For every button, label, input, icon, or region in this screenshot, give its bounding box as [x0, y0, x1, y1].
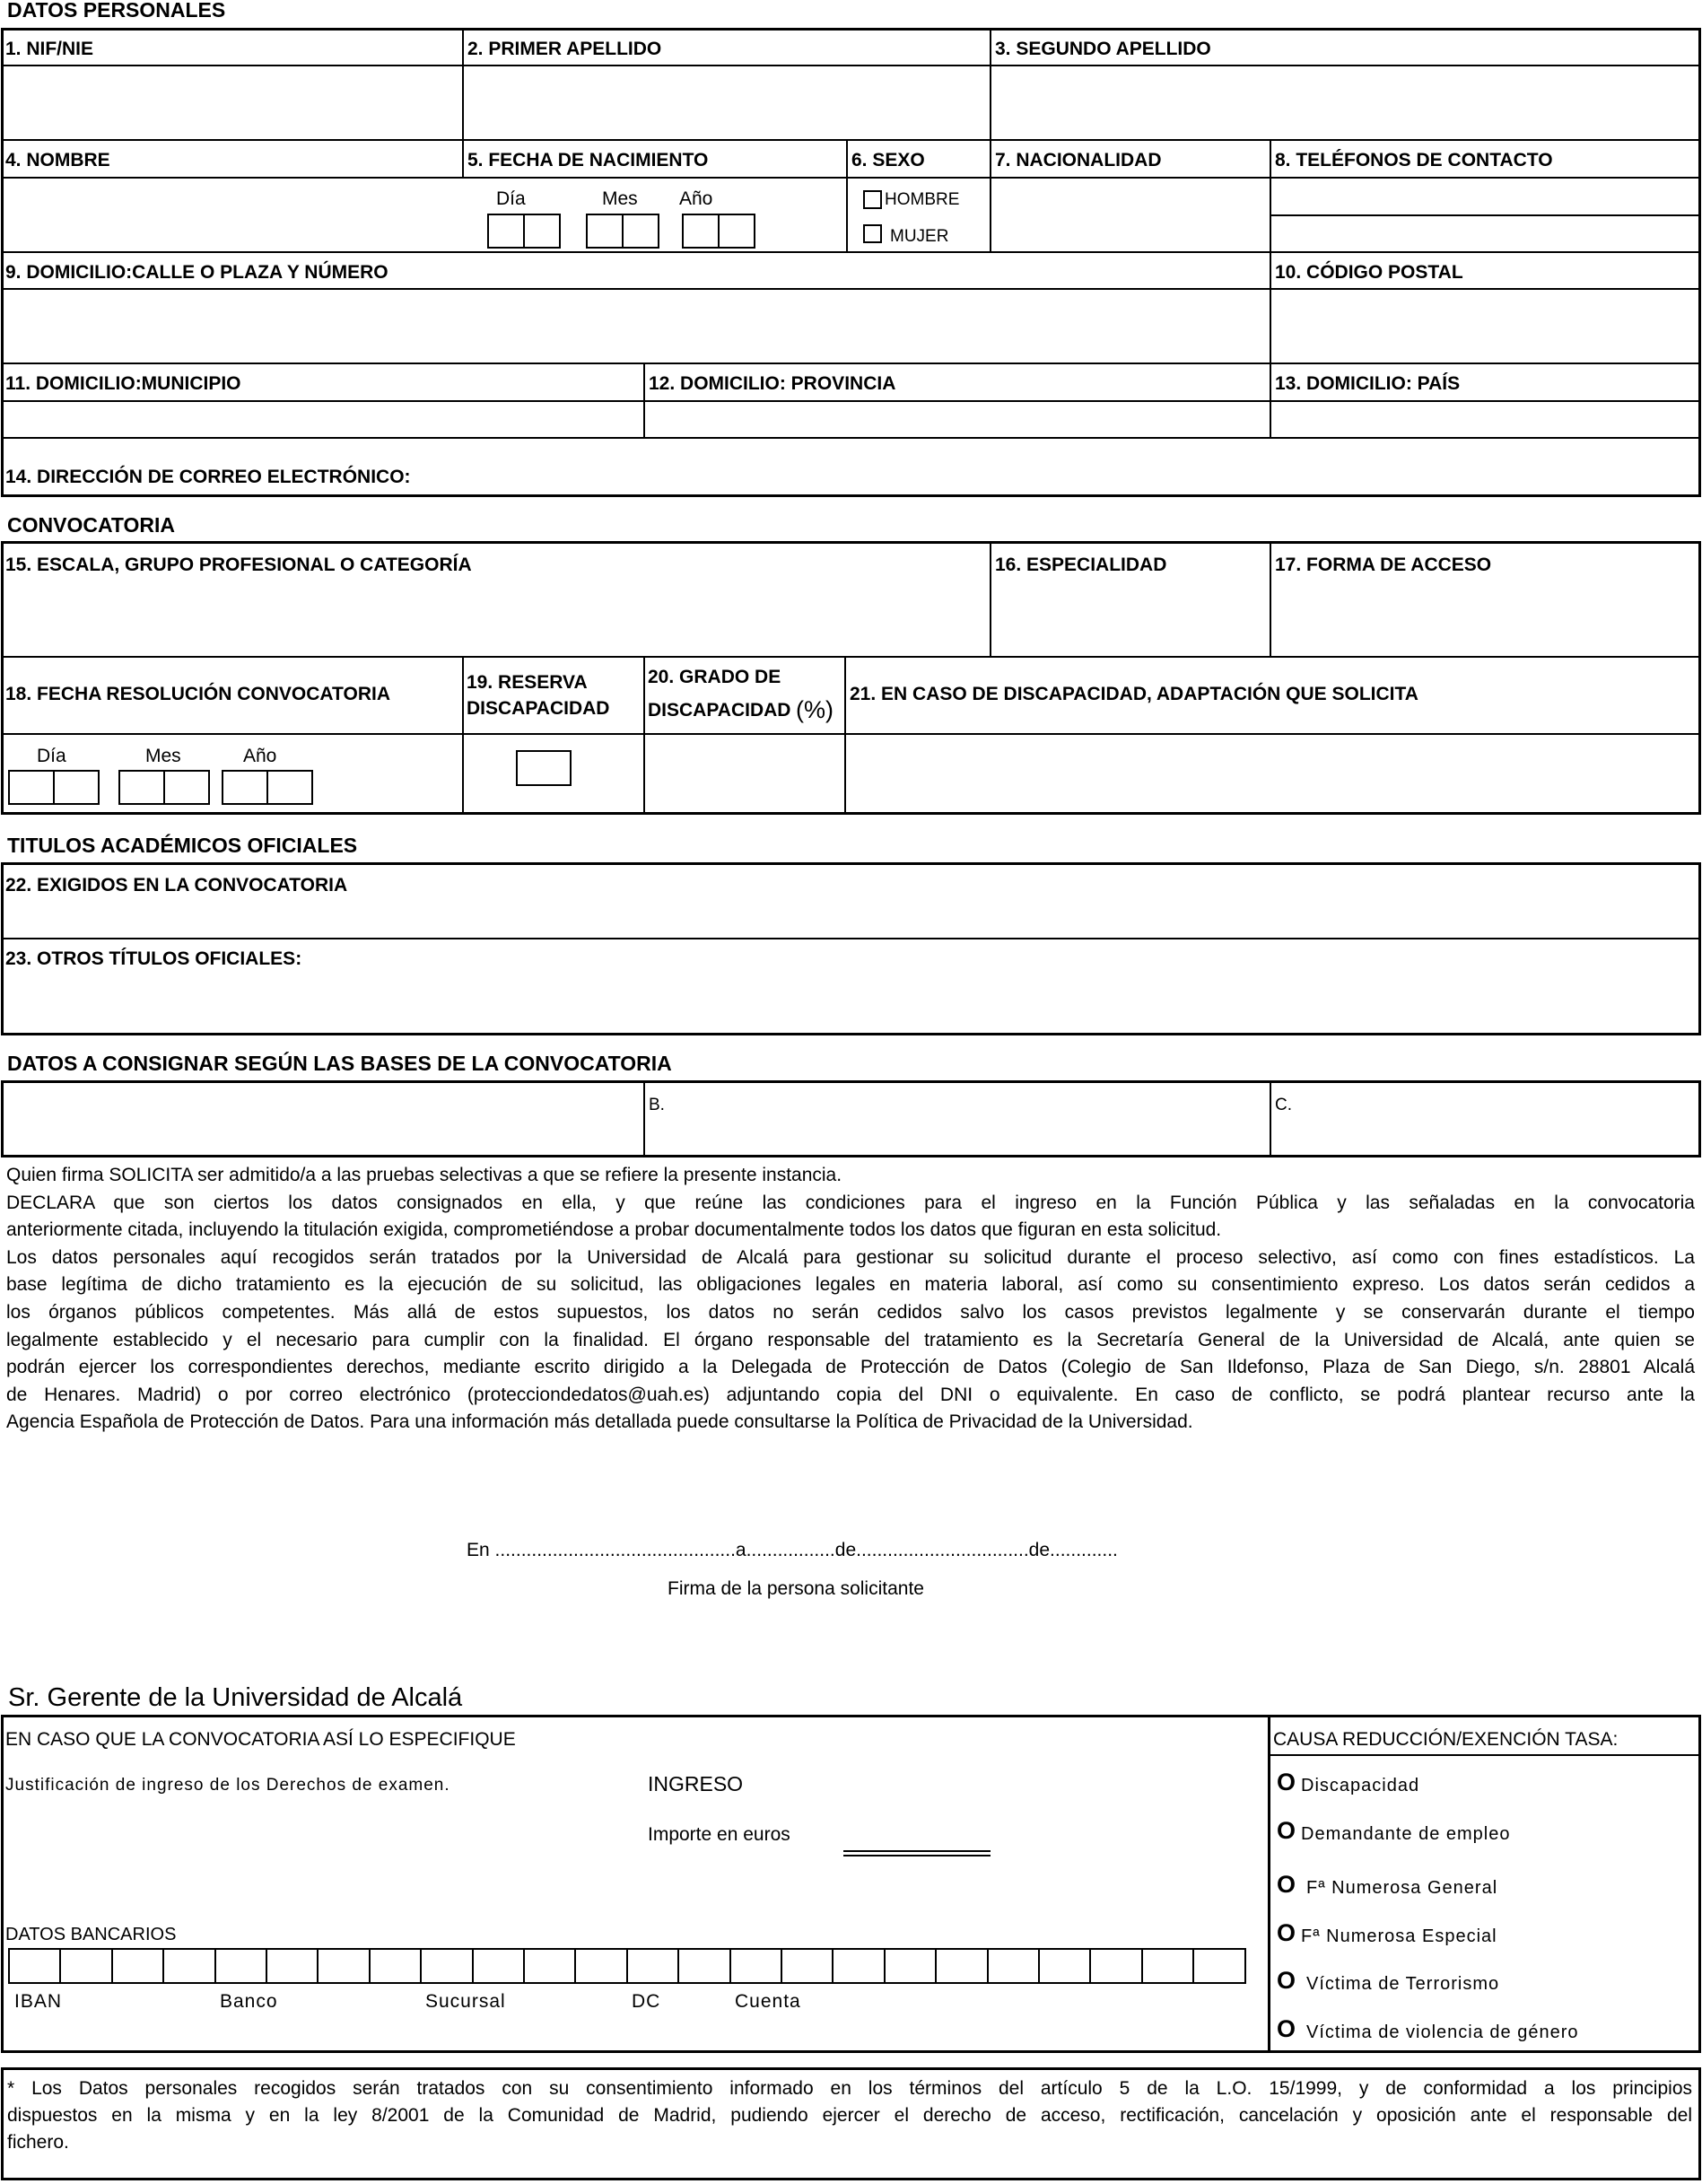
divider — [844, 656, 846, 815]
dato-a-input[interactable] — [3, 1083, 642, 1155]
dia-label: Día — [37, 746, 66, 766]
divider — [990, 541, 991, 656]
divider — [1, 363, 1701, 364]
bank-digit-box[interactable] — [266, 1948, 319, 1984]
resolution-day-digit-2[interactable] — [53, 770, 100, 805]
bank-digit-box[interactable] — [729, 1948, 782, 1984]
field-label-otros-titulos: 23. OTROS TÍTULOS OFICIALES: — [5, 948, 302, 969]
bank-digit-box[interactable] — [574, 1948, 627, 1984]
dato-b-label: B. — [649, 1096, 665, 1114]
justificacion-label: Justificación de ingreso de los Derechos de examen. — [5, 1776, 450, 1795]
radio-discapacidad[interactable]: O — [1277, 1769, 1296, 1795]
field-label-reserva-l1: 19. RESERVA — [467, 672, 588, 693]
bank-digit-box[interactable] — [935, 1948, 988, 1984]
causa-numerosa-general: Fª Numerosa General — [1306, 1878, 1498, 1898]
field-label-municipio: 11. DOMICILIO:MUNICIPIO — [5, 373, 241, 394]
anio-label: Año — [243, 746, 277, 766]
nif-input[interactable] — [3, 66, 460, 137]
divider — [1, 437, 1701, 439]
escala-input[interactable] — [3, 583, 988, 654]
resolution-month-digit-1[interactable] — [118, 770, 165, 805]
telefono-2-input[interactable] — [1272, 216, 1698, 249]
pais-input[interactable] — [1272, 402, 1698, 435]
divider — [643, 1080, 645, 1158]
divider — [1, 938, 1701, 939]
titulos-exigidos-input[interactable] — [3, 899, 1698, 936]
dato-b-input[interactable] — [646, 1083, 1268, 1155]
domicilio-calle-input[interactable] — [3, 290, 1268, 361]
mujer-checkbox[interactable] — [863, 224, 882, 243]
causa-demandante-empleo: Demandante de empleo — [1301, 1824, 1511, 1844]
bank-digit-box[interactable] — [626, 1948, 679, 1984]
codigo-postal-input[interactable] — [1272, 290, 1698, 361]
divider — [643, 656, 645, 815]
birth-year-digit-2[interactable] — [718, 214, 755, 249]
divider — [1270, 363, 1271, 437]
reserva-discapacidad-box[interactable] — [516, 750, 572, 786]
bank-digit-box[interactable] — [1141, 1948, 1194, 1984]
field-label-sexo: 6. SEXO — [851, 150, 925, 170]
email-input[interactable] — [404, 440, 1698, 494]
declaracion-line: de Henares. Madrid) o por correo electrónico (protecciondedatos@uah.es) adjuntando copia del DNI o equivalente. En caso de conflicto, se podrá plantear recurso ante la — [6, 1384, 1695, 1405]
declaracion-line: DECLARA que son ciertos los datos consignados en ella, y que reúne las condiciones para el ingreso en la Función Pública y las señaladas en la convocatoria — [6, 1192, 1695, 1213]
grado-discapacidad-input[interactable] — [646, 736, 842, 812]
birth-day-digit-1[interactable] — [487, 214, 525, 249]
field-label-provincia: 12. DOMICILIO: PROVINCIA — [649, 373, 896, 394]
divider — [1, 656, 1701, 658]
otros-titulos-input[interactable] — [3, 973, 1698, 1033]
municipio-input[interactable] — [3, 402, 642, 435]
section-title-convocatoria: CONVOCATORIA — [7, 513, 175, 537]
field-label-nacionalidad: 7. NACIONALIDAD — [995, 150, 1162, 170]
telefono-1-input[interactable] — [1272, 179, 1698, 213]
anio-label: Año — [679, 188, 713, 209]
bank-digit-box[interactable] — [214, 1948, 267, 1984]
field-label-pais: 13. DOMICILIO: PAÍS — [1275, 373, 1461, 394]
section-title-datos-personales: DATOS PERSONALES — [7, 0, 226, 22]
declaracion-line: Agencia Española de Protección de Datos. Para una información más detallada puede consultarse la Política de Privacidad de la Universidad. — [6, 1411, 1193, 1433]
primer-apellido-input[interactable] — [465, 66, 988, 137]
birth-month-digit-1[interactable] — [586, 214, 624, 249]
dato-c-label: C. — [1275, 1096, 1292, 1114]
nota-text — [7, 2075, 1692, 2156]
hombre-checkbox[interactable] — [863, 190, 882, 209]
ingreso-label: INGRESO — [648, 1772, 744, 1795]
causa-numerosa-especial: Fª Numerosa Especial — [1301, 1926, 1497, 1946]
nacionalidad-input[interactable] — [992, 179, 1268, 249]
field-label-fecha-resolucion: 18. FECHA RESOLUCIÓN CONVOCATORIA — [5, 684, 390, 704]
divider — [462, 656, 464, 815]
nota-line: dispuestos en la misma y en la ley 8/2001 de la Comunidad de Madrid, pudiendo ejercer el derecho de acceso, rectificación, cancelación y oposición ante el responsable del — [7, 2105, 1692, 2126]
divider — [1, 251, 1701, 253]
divider — [1270, 251, 1271, 363]
resolution-year-digit-2[interactable] — [266, 770, 313, 805]
divider — [1, 733, 1701, 735]
hombre-label: HOMBRE — [885, 190, 960, 209]
sucursal-label: Sucursal — [425, 1991, 506, 2012]
bank-digit-box[interactable] — [111, 1948, 164, 1984]
divider — [1270, 541, 1271, 656]
dc-label: DC — [632, 1991, 661, 2012]
field-label-email: 14. DIRECCIÓN DE CORREO ELECTRÓNICO: — [5, 467, 411, 487]
resolution-year-digit-1[interactable] — [222, 770, 268, 805]
adaptacion-input[interactable] — [847, 736, 1698, 812]
nota-line: fichero. — [7, 2132, 69, 2153]
bank-digit-box[interactable] — [472, 1948, 525, 1984]
resolution-day-digit-1[interactable] — [8, 770, 55, 805]
birth-day-digit-2[interactable] — [523, 214, 561, 249]
bank-digit-box[interactable] — [781, 1948, 834, 1984]
nota-line: * Los Datos personales recogidos serán tratados con su consentimiento informado en los términos del artículo 5 de la L.O. 15/1999, y de conformidad a los principios — [7, 2078, 1692, 2099]
field-label-exigidos: 22. EXIGIDOS EN LA CONVOCATORIA — [5, 875, 348, 895]
field-label-grado-pct: (%) — [796, 696, 834, 723]
segundo-apellido-input[interactable] — [992, 66, 1698, 137]
field-label-forma-acceso: 17. FORMA DE ACCESO — [1275, 555, 1492, 575]
divider — [1270, 1080, 1271, 1158]
mujer-label: MUJER — [890, 227, 949, 246]
bank-digit-box[interactable] — [677, 1948, 730, 1984]
field-label-segundo-apellido: 3. SEGUNDO APELLIDO — [995, 39, 1211, 59]
divider — [1268, 1715, 1270, 2053]
bank-digit-box[interactable] — [8, 1948, 61, 1984]
declaracion-text — [6, 1162, 1695, 1437]
divider — [462, 28, 464, 139]
bank-digit-box[interactable] — [1089, 1948, 1142, 1984]
field-label-reserva-l2: DISCAPACIDAD — [467, 698, 610, 719]
nombre-input[interactable] — [3, 179, 460, 249]
field-label-codigo-postal: 10. CÓDIGO POSTAL — [1275, 262, 1463, 283]
divider — [990, 28, 991, 139]
causa-discapacidad: Discapacidad — [1301, 1776, 1420, 1795]
causa-violencia-genero: Víctima de violencia de género — [1306, 2022, 1579, 2042]
divider — [643, 363, 645, 437]
dato-c-input[interactable] — [1272, 1083, 1698, 1155]
declaracion-line: base legítima de dicho tratamiento es la ejecución de su solicitud, las obligaciones legales en materia laboral, así como su consentimiento expreso. Los datos serán cedidos a — [6, 1274, 1695, 1296]
bank-digit-box[interactable] — [317, 1948, 370, 1984]
birth-month-digit-2[interactable] — [622, 214, 659, 249]
declaracion-line: los órganos públicos competentes. Más allá de estos supuestos, los datos no serán cedidos salvo los casos previstos legalmente y se conservarán durante el tiempo — [6, 1301, 1695, 1323]
birth-year-digit-1[interactable] — [682, 214, 720, 249]
resolution-month-digit-2[interactable] — [163, 770, 210, 805]
field-label-nombre: 4. NOMBRE — [5, 150, 110, 170]
divider — [1270, 139, 1271, 251]
bank-digit-box[interactable] — [523, 1948, 576, 1984]
bank-digit-box[interactable] — [1192, 1948, 1245, 1984]
mes-label: Mes — [602, 188, 638, 209]
forma-acceso-input[interactable] — [1272, 583, 1698, 654]
dia-label: Día — [496, 188, 526, 209]
divider — [1, 139, 1701, 141]
divider — [990, 139, 991, 251]
field-label-grado-l1: 20. GRADO DE — [648, 667, 781, 687]
radio-numerosa-especial[interactable]: O — [1277, 1919, 1296, 1946]
field-label-fecha-nacimiento: 5. FECHA DE NACIMIENTO — [467, 150, 709, 170]
field-label-adaptacion: 21. EN CASO DE DISCAPACIDAD, ADAPTACIÓN QUE SOLICITA — [850, 684, 1418, 704]
declaracion-line: podrán ejercer los correspondientes derechos, mediante escrito dirigido a la Delegada de Protección de Datos (Colegio de San Ildefonso, Plaza de San Diego, s/n. 28801 Alcalá — [6, 1357, 1695, 1378]
bank-digit-box[interactable] — [420, 1948, 473, 1984]
bank-digit-box[interactable] — [1038, 1948, 1091, 1984]
radio-numerosa-general[interactable]: O — [1277, 1871, 1296, 1898]
radio-demandante-empleo[interactable]: O — [1277, 1817, 1296, 1844]
divider — [462, 139, 464, 177]
declaracion-line: legalmente establecido y el necesario para cumplir con la finalidad. El órgano responsable del tratamiento es la Secretaría General de la Universidad de Alcalá, ante quien se — [6, 1329, 1695, 1350]
bank-digit-box[interactable] — [987, 1948, 1040, 1984]
banco-label: Banco — [220, 1991, 278, 2012]
cuenta-label: Cuenta — [735, 1991, 801, 2012]
declaracion-line: Los datos personales aquí recogidos serán tratados por la Universidad de Alcalá para gestionar su solicitud durante el proceso selectivo, así como con fines estadísticos. La — [6, 1246, 1695, 1268]
field-label-especialidad: 16. ESPECIALIDAD — [995, 555, 1167, 575]
bank-digit-box[interactable] — [162, 1948, 215, 1984]
field-label-escala: 15. ESCALA, GRUPO PROFESIONAL O CATEGORÍA — [5, 555, 472, 575]
datos-bancarios-label: DATOS BANCARIOS — [5, 1925, 177, 1944]
radio-victima-terrorismo[interactable]: O — [1277, 1967, 1296, 1994]
firma-label: Firma de la persona solicitante — [668, 1578, 924, 1599]
provincia-input[interactable] — [646, 402, 1268, 435]
field-label-nif: 1. NIF/NIE — [5, 39, 94, 59]
declaracion-line: Quien firma SOLICITA ser admitido/a a las pruebas selectivas a que se refiere la presente instancia. — [6, 1165, 842, 1185]
firma-lugar-fecha[interactable]: En ..............................................a.................de.................................de............. — [467, 1540, 1118, 1560]
mes-label: Mes — [145, 747, 181, 765]
importe-label: Importe en euros — [648, 1824, 790, 1845]
divider — [846, 139, 848, 251]
section-title-bases: DATOS A CONSIGNAR SEGÚN LAS BASES DE LA CONVOCATORIA — [7, 1052, 672, 1075]
field-label-domicilio-calle: 9. DOMICILIO:CALLE O PLAZA Y NÚMERO — [5, 262, 388, 283]
section-title-titulos: TITULOS ACADÉMICOS OFICIALES — [7, 834, 358, 857]
tasas-header: EN CASO QUE LA CONVOCATORIA ASÍ LO ESPECIFIQUE — [5, 1729, 516, 1750]
field-label-grado-l2: DISCAPACIDAD — [648, 700, 791, 721]
field-label-telefonos: 8. TELÉFONOS DE CONTACTO — [1275, 150, 1553, 170]
bank-digit-box[interactable] — [832, 1948, 885, 1984]
especialidad-input[interactable] — [992, 583, 1268, 654]
bank-digit-box[interactable] — [59, 1948, 112, 1984]
causa-victima-terrorismo: Víctima de Terrorismo — [1306, 1974, 1500, 1994]
importe-input[interactable] — [843, 1850, 991, 1856]
causa-header: CAUSA REDUCCIÓN/EXENCIÓN TASA: — [1273, 1729, 1619, 1750]
radio-violencia-genero[interactable]: O — [1277, 2015, 1296, 2042]
field-label-primer-apellido: 2. PRIMER APELLIDO — [467, 39, 662, 59]
destinatario: Sr. Gerente de la Universidad de Alcalá — [8, 1683, 463, 1712]
divider — [1268, 1754, 1701, 1756]
declaracion-line: anteriormente citada, incluyendo la titulación exigida, comprometiéndose a probar documentalmente todos los datos que figuran en esta solicitud. — [6, 1219, 1222, 1241]
bank-digit-box[interactable] — [884, 1948, 937, 1984]
bank-digit-box[interactable] — [369, 1948, 422, 1984]
iban-label: IBAN — [14, 1991, 63, 2012]
